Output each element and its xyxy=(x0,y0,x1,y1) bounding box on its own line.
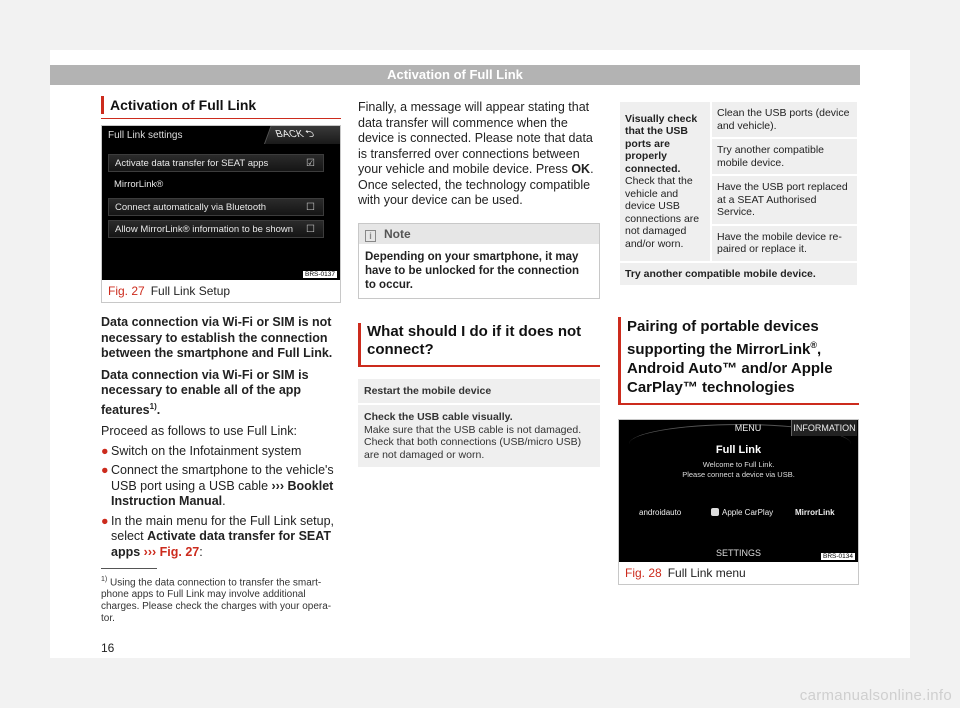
screen-title: Full Link settings xyxy=(108,130,183,141)
paragraph: Finally, a message will appear stating that data transfer will commence when the device is connected. Please note that data is transferred over connections between your vehicle and mobile device. Press OK. Once selected, the technology compatible with your device can be used. xyxy=(358,100,594,207)
full-link-menu-screen xyxy=(619,420,858,562)
note-body: Depending on your smartphone, it may have to be unlocked for the connection to occur. xyxy=(365,250,580,291)
information-tab[interactable]: INFORMATION xyxy=(791,420,857,436)
faq-row: Restart the mobile device xyxy=(364,384,492,397)
table-cell: Clean the USB ports (device and vehicle). xyxy=(711,101,858,138)
setting-row-data-transfer[interactable]: Activate data transfer for SEAT apps ☑ xyxy=(108,154,324,172)
running-header: Activation of Full Link xyxy=(50,65,860,85)
faq-box xyxy=(358,379,600,468)
watermark: carmanualsonline.info xyxy=(799,687,952,704)
figure-code: BRS-0134 xyxy=(823,553,853,560)
section-rule xyxy=(101,118,341,119)
table-cell: Visually check that the USB ports are properly connected. Check that the vehicle and device USB connections are not damaged and/or worn. xyxy=(619,101,711,262)
mirrorlink-button[interactable]: MirrorLink xyxy=(795,508,835,517)
back-button[interactable]: BACK ⮌ xyxy=(264,126,340,144)
figure-caption: Fig. 28 Full Link menu xyxy=(625,566,746,580)
table-cell: Have the mobile device repaired or replace it. xyxy=(711,225,858,262)
list-item: ● In the main menu for the Full Link setup, select Activate data transfer for SEAT apps ››› Fig. 27: xyxy=(101,513,335,559)
menu-tab[interactable]: MENU xyxy=(734,423,762,433)
faq-row: Check the USB cable visually. Make sure that the USB cable is not damaged. Check that both connections (USB/micro USB) are not damaged or worn. xyxy=(358,403,600,467)
list-item: ● Connect the smartphone to the vehicle's USB port using a USB cable ››› Booklet Instruction Manual. xyxy=(101,463,334,509)
info-icon: i xyxy=(365,230,376,242)
figure-code: BRS-0137 xyxy=(305,271,335,278)
return-arrow-icon: ⮌ xyxy=(304,129,317,140)
table-footer-cell: Try another compatible mobile device. xyxy=(619,262,858,287)
table-cell: Try another compatible mobile device. xyxy=(711,138,858,175)
android-auto-button[interactable]: androidauto xyxy=(639,508,682,517)
section-title-faq: What should I do if it does not connect? xyxy=(358,323,600,367)
setting-row-mirrorlink[interactable]: MirrorLink® xyxy=(114,179,164,190)
page-number: 16 xyxy=(101,641,115,655)
cross-reference-link[interactable]: ››› Booklet Instruction Manual xyxy=(111,478,334,509)
note-header: i Note xyxy=(359,224,599,244)
welcome-message: Welcome to Full Link. Please connect a device via USB. xyxy=(682,460,795,479)
figure-link[interactable]: ››› Fig. 27 xyxy=(143,544,200,559)
full-link-settings-screen xyxy=(102,126,340,280)
figure-27 xyxy=(101,125,341,303)
screen-title: Full Link xyxy=(715,444,762,456)
paragraph: Data connection via Wi-Fi or SIM is not necessary to establish the connection between the smartphone and Full Link. xyxy=(101,315,333,360)
list-item: ● Switch on the Infotainment system xyxy=(101,443,302,458)
note-box xyxy=(358,223,600,299)
settings-tab[interactable]: SETTINGS xyxy=(715,548,761,558)
figure-28 xyxy=(618,419,859,585)
footnote: $^{1)}$ Using the data connection to transfer the smartphone apps to Full Link may involve additional charges. Please check the charges with your operator. xyxy=(101,576,332,625)
section-title-activation: Activation of Full Link xyxy=(101,96,341,114)
table-cell: Have the USB port replaced at a SEAT Authorised Service. xyxy=(711,175,858,225)
paragraph: Proceed as follows to use Full Link: xyxy=(101,424,297,439)
checkbox-unchecked-icon[interactable]: ☐ xyxy=(306,202,315,213)
troubleshoot-table xyxy=(618,100,859,287)
paragraph: Data connection via Wi-Fi or SIM is necessary to enable all of the app features$^{1)}$. xyxy=(101,367,309,417)
left-column xyxy=(101,96,341,560)
checkbox-unchecked-icon[interactable]: ☐ xyxy=(306,224,315,235)
checkbox-checked-icon[interactable]: ☑ xyxy=(306,158,315,169)
footnote-rule xyxy=(101,568,157,569)
carplay-icon xyxy=(711,508,719,516)
apple-carplay-button[interactable]: Apple CarPlay xyxy=(711,508,773,517)
figure-caption: Fig. 27 Full Link Setup xyxy=(108,284,231,298)
right-column xyxy=(618,100,859,585)
setting-row-mirrorlink-info[interactable]: Allow MirrorLink® information to be shown ☐ xyxy=(108,220,324,238)
middle-column xyxy=(358,100,600,467)
section-title-pairing: Pairing of portable devices supporting the MirrorLink®, Android Auto™ and/or Apple CarPlay™ technologies xyxy=(618,317,859,405)
setting-row-bluetooth[interactable]: Connect automatically via Bluetooth ☐ xyxy=(108,198,324,216)
body-text xyxy=(101,315,341,560)
